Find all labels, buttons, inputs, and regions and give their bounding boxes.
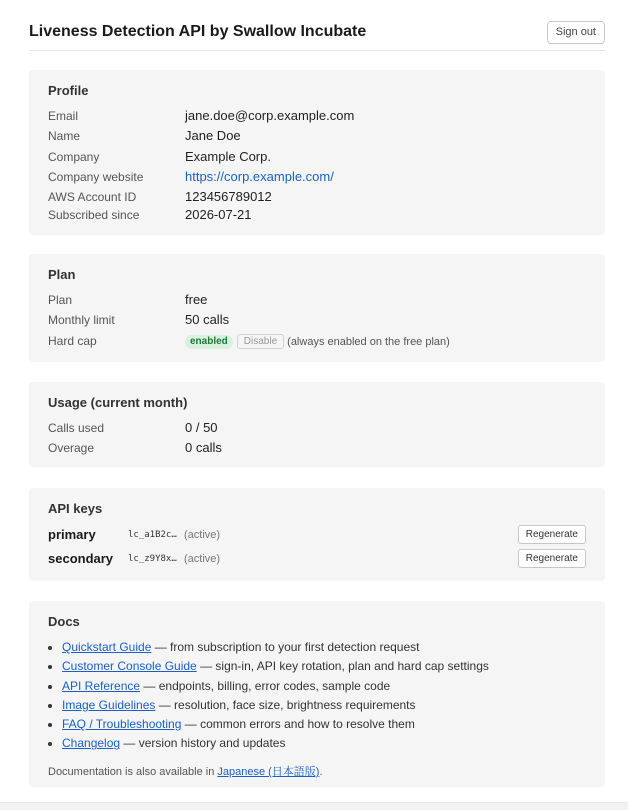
doc-description: — resolution, face size, brightness requirements: [155, 697, 416, 712]
api-key-status: (active): [184, 529, 221, 541]
profile-row-website: [48, 167, 588, 187]
since-label: Subscribed since: [48, 208, 140, 222]
usage-row-calls: [48, 418, 588, 438]
plan-row-plan: [48, 290, 588, 310]
docs-note-prefix: Documentation is also available in: [48, 766, 218, 778]
doc-description: — sign-in, API key rotation, plan and hard cap settings: [196, 659, 489, 674]
status-badge: enabled: [185, 335, 233, 349]
api-key-row-secondary: [48, 549, 586, 571]
page-header: [29, 16, 605, 51]
plan-card: [29, 254, 605, 362]
disable-button[interactable]: Disable: [237, 334, 284, 349]
plan-label: Plan: [48, 293, 73, 307]
overage-value: 0 calls: [185, 440, 222, 455]
api-key-status: (active): [184, 553, 221, 565]
usage-card: [29, 382, 605, 467]
docs-language-note: [48, 763, 323, 779]
api-reference-link[interactable]: API Reference: [62, 678, 141, 693]
list-item: [62, 657, 592, 676]
profile-row-company: [48, 147, 588, 167]
profile-card: [29, 70, 605, 235]
limit-label: Monthly limit: [48, 313, 115, 327]
api-key-value: lc_a1B2c…: [128, 530, 177, 540]
plan-row-limit: [48, 310, 588, 330]
profile-row-since: [48, 205, 588, 225]
name-value: Jane Doe: [185, 128, 241, 143]
email-label: Email: [48, 109, 79, 123]
usage-title: Usage (current month): [48, 395, 188, 410]
usage-row-overage: [48, 438, 588, 458]
profile-row-aws: [48, 187, 588, 207]
doc-description: — version history and updates: [120, 736, 286, 751]
company-value: Example Corp.: [185, 149, 271, 164]
aws-value: 123456789012: [185, 189, 272, 204]
list-item: [62, 638, 592, 657]
api-key-name: primary: [48, 527, 96, 542]
list-item: [62, 734, 592, 753]
api-keys-title: API keys: [48, 501, 103, 516]
api-key-row-primary: [48, 525, 586, 547]
sign-out-button[interactable]: Sign out: [547, 21, 605, 44]
email-value: jane.doe@corp.example.com: [185, 108, 355, 123]
calls-label: Calls used: [48, 421, 105, 435]
overage-label: Overage: [48, 441, 95, 455]
website-link[interactable]: https://corp.example.com/: [185, 169, 334, 184]
api-keys-card: [29, 488, 605, 581]
hardcap-note: (always enabled on the free plan): [287, 335, 450, 348]
website-label: Company website: [48, 170, 144, 184]
quickstart-link[interactable]: Quickstart Guide: [62, 640, 152, 654]
docs-note-suffix: .: [319, 766, 323, 778]
api-key-value: lc_z9Y8x…: [128, 554, 177, 564]
page-title: Liveness Detection API by Swallow Incubate: [29, 23, 367, 40]
changelog-link[interactable]: Changelog: [62, 736, 121, 751]
doc-description: — common errors and how to resolve them: [181, 717, 415, 732]
calls-value: 0 / 50: [185, 420, 218, 435]
docs-list: [62, 638, 592, 754]
profile-title: Profile: [48, 83, 89, 98]
profile-row-name: [48, 126, 588, 146]
profile-row-email: [48, 106, 588, 126]
list-item: [62, 696, 592, 715]
list-item: [62, 677, 592, 696]
bottom-edge: [0, 802, 628, 810]
doc-description: — endpoints, billing, error codes, sample code: [140, 678, 391, 693]
aws-label: AWS Account ID: [48, 190, 137, 204]
limit-value: 50 calls: [185, 312, 230, 327]
company-label: Company: [48, 150, 100, 164]
list-item: [62, 715, 592, 734]
docs-card: [29, 601, 605, 787]
console-guide-link[interactable]: Customer Console Guide: [62, 659, 197, 674]
doc-description: — from subscription to your first detection request: [151, 640, 420, 654]
image-guidelines-link[interactable]: Image Guidelines: [62, 697, 156, 712]
faq-link[interactable]: FAQ / Troubleshooting: [62, 717, 182, 732]
hardcap-label: Hard cap: [48, 334, 97, 348]
docs-title: Docs: [48, 614, 80, 629]
regenerate-secondary-button[interactable]: Regenerate: [518, 549, 586, 568]
regenerate-primary-button[interactable]: Regenerate: [518, 525, 586, 544]
japanese-docs-link[interactable]: Japanese (日本語版): [217, 766, 320, 778]
plan-row-hardcap: [48, 331, 588, 351]
since-value: 2026-07-21: [185, 207, 252, 222]
plan-title: Plan: [48, 267, 76, 282]
api-key-name: secondary: [48, 551, 114, 566]
name-label: Name: [48, 129, 81, 143]
plan-value: free: [185, 292, 208, 307]
